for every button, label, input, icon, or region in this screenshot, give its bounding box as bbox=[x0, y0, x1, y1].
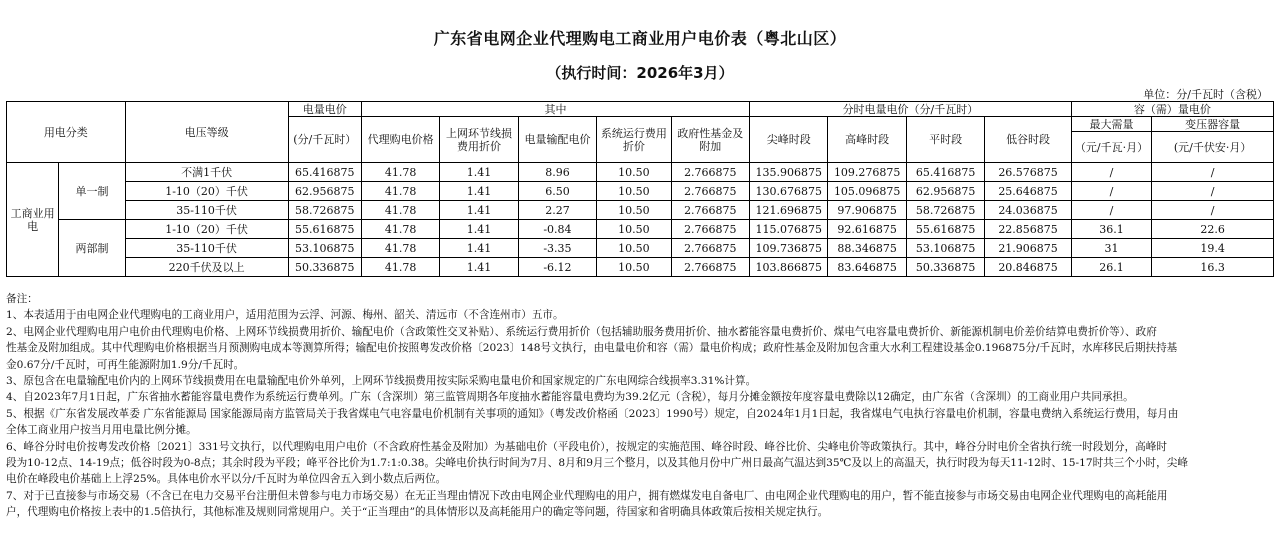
cell-sharp: 115.076875 bbox=[750, 220, 828, 239]
cell-peak: 97.906875 bbox=[828, 201, 906, 220]
note-line: 6、峰谷分时电价按粤发改价格〔2021〕331号文执行，以代理购电用户电价（不含政府性基金及附加）为基础电价（平段电价），按规定的实施范围、峰谷时段、峰谷比价、尖峰电价等政策执行。其中，峰谷分时电价全省执行统一时段划分，高峰时 bbox=[6, 440, 1167, 453]
header-transmission: 电量输配电价 bbox=[518, 117, 596, 163]
cell-energy: 58.726875 bbox=[288, 201, 361, 220]
single-system-label: 单一制 bbox=[59, 163, 125, 220]
header-proxy-price: 代理购电价格 bbox=[361, 117, 439, 163]
cell-system: 10.50 bbox=[597, 220, 671, 239]
notes bbox=[6, 291, 1274, 521]
cell-demand: 31 bbox=[1071, 239, 1151, 258]
note-line: 2、电网企业代理购电用户电价由代理购电价格、上网环节线损费用折价、输配电价（含政策性交叉补贴）、系统运行费用折价（包括辅助服务费用折价、抽水蓄能容量电费折价、煤电气电容量电费折价、新能源机制电价差价结算电费折价等）、政府 bbox=[6, 325, 1157, 338]
note-line: 全体工商业用户按当月用电量比例分摊。 bbox=[6, 424, 197, 437]
cell-valley: 22.856875 bbox=[985, 220, 1072, 239]
cell-energy: 65.416875 bbox=[288, 163, 361, 182]
header-transformer-unit: (元/千伏安·月） bbox=[1152, 132, 1274, 163]
cell-transmission: 8.96 bbox=[518, 163, 596, 182]
note-line: 性基金及附加组成。其中代理购电价格根据当月预测购电成本等测算所得；输配电价按照粤发改价格〔2023〕148号文执行，由电量电价和容（需）量电价构成；政府性基金及附加包含重大水利工程建设基金0.196875分/千瓦时，水库移民后期扶持基 bbox=[6, 342, 1178, 355]
cell-sharp: 135.906875 bbox=[750, 163, 828, 182]
cell-demand: / bbox=[1071, 182, 1151, 201]
cell-transformer: 19.4 bbox=[1152, 239, 1274, 258]
cell-valley: 21.906875 bbox=[985, 239, 1072, 258]
header-tou: 分时电量电价（分/千瓦时） bbox=[750, 102, 1072, 117]
note-line: 5、根据《广东省发展改革委 广东省能源局 国家能源局南方监管局关于我省煤电气电容量电价机制有关事项的通知》（粤发改价格函〔2023〕1990号）规定，自2024年1月1日起，我省煤电气电执行容量电价机制，容量电费纳入系统运行费用，每月由 bbox=[6, 407, 1179, 420]
note-line: 7、对于已直接参与市场交易（不含已在电力交易平台注册但未曾参与电力市场交易）在无正当理由情况下改由电网企业代理购电的用户，拥有燃煤发电自备电厂、由电网企业代理购电的用户，暂不能直接参与市场交易由电网企业代理购电的高耗能用 bbox=[6, 489, 1168, 502]
cell-flat: 53.106875 bbox=[906, 239, 984, 258]
cell-transmission: -0.84 bbox=[518, 220, 596, 239]
cell-transmission: 6.50 bbox=[518, 182, 596, 201]
header-energy-price-unit: (分/千瓦时） bbox=[288, 117, 361, 163]
cell-transmission: -3.35 bbox=[518, 239, 596, 258]
cell-demand: 26.1 bbox=[1071, 258, 1151, 277]
cell-gov: 2.766875 bbox=[671, 220, 749, 239]
header-grid-loss: 上网环节线损费用折价 bbox=[440, 117, 518, 163]
table-row bbox=[7, 258, 1274, 277]
header-max-demand-unit: （元/千瓦·月） bbox=[1071, 132, 1151, 163]
cell-flat: 58.726875 bbox=[906, 201, 984, 220]
table-row bbox=[7, 201, 1274, 220]
cell-proxy: 41.78 bbox=[361, 258, 439, 277]
header-row-1 bbox=[7, 102, 1274, 117]
cell-system: 10.50 bbox=[597, 182, 671, 201]
header-flat: 平时段 bbox=[906, 117, 984, 163]
cell-sharp: 130.676875 bbox=[750, 182, 828, 201]
cell-valley: 25.646875 bbox=[985, 182, 1072, 201]
cell-energy: 50.336875 bbox=[288, 258, 361, 277]
cell-voltage: 35-110千伏 bbox=[125, 201, 288, 220]
cell-system: 10.50 bbox=[597, 201, 671, 220]
cell-valley: 24.036875 bbox=[985, 201, 1072, 220]
header-gov-fund: 政府性基金及附加 bbox=[671, 117, 749, 163]
table-row bbox=[7, 163, 1274, 182]
cell-voltage: 1-10（20）千伏 bbox=[125, 182, 288, 201]
page-title: 广东省电网企业代理购电工商业用户电价表（粤北山区） bbox=[433, 29, 847, 48]
cell-transformer: / bbox=[1152, 201, 1274, 220]
cell-demand: 36.1 bbox=[1071, 220, 1151, 239]
cell-gov: 2.766875 bbox=[671, 258, 749, 277]
cell-transformer: / bbox=[1152, 182, 1274, 201]
note-line: 段为10-12点、14-19点；低谷时段为0-8点；其余时段为平段；峰平谷比价为1.7:1:0.38。尖峰电价执行时间为7月、8月和9月三个整月，以及其他月份中广州日最高气温达到35℃及以上的高温天，执行时段为每天11-12时、15-17时共三个小时，尖峰 bbox=[6, 457, 1188, 470]
cell-voltage: 不满1千伏 bbox=[125, 163, 288, 182]
cell-proxy: 41.78 bbox=[361, 163, 439, 182]
group-label: 工商业用电 bbox=[7, 163, 59, 277]
header-max-demand: 最大需量 bbox=[1071, 117, 1151, 132]
cell-flat: 65.416875 bbox=[906, 163, 984, 182]
cell-peak: 105.096875 bbox=[828, 182, 906, 201]
cell-transmission: 2.27 bbox=[518, 201, 596, 220]
cell-proxy: 41.78 bbox=[361, 239, 439, 258]
header-peak: 高峰时段 bbox=[828, 117, 906, 163]
cell-system: 10.50 bbox=[597, 239, 671, 258]
table-row bbox=[7, 239, 1274, 258]
header-peak-sharp: 尖峰时段 bbox=[750, 117, 828, 163]
note-line: 户，代理购电价格按上表中的1.5倍执行，其他标准及规则同常规用户。关于“正当理由”的具体情形以及高耗能用户的确定等问题，待国家和省明确具体政策后按相关规定执行。 bbox=[6, 506, 829, 519]
header-valley: 低谷时段 bbox=[985, 117, 1072, 163]
cell-loss: 1.41 bbox=[440, 163, 518, 182]
cell-system: 10.50 bbox=[597, 163, 671, 182]
cell-demand: / bbox=[1071, 201, 1151, 220]
cell-valley: 20.846875 bbox=[985, 258, 1072, 277]
note-line: 1、本表适用于由电网企业代理购电的工商业用户，适用范围为云浮、河源、梅州、韶关、清远市（不含连州市）五市。 bbox=[6, 309, 564, 322]
header-among: 其中 bbox=[361, 102, 749, 117]
unit-label: 单位：分/千瓦时（含税） bbox=[1143, 88, 1268, 101]
cell-sharp: 121.696875 bbox=[750, 201, 828, 220]
note-line: 3、原包含在电量输配电价内的上网环节线损费用在电量输配电价外单列，上网环节线损费用按实际采购电量电价和国家规定的广东电网综合线损率3.31%计算。 bbox=[6, 375, 757, 388]
cell-gov: 2.766875 bbox=[671, 182, 749, 201]
header-transformer: 变压器容量 bbox=[1152, 117, 1274, 132]
cell-voltage: 220千伏及以上 bbox=[125, 258, 288, 277]
cell-loss: 1.41 bbox=[440, 182, 518, 201]
cell-peak: 92.616875 bbox=[828, 220, 906, 239]
cell-gov: 2.766875 bbox=[671, 201, 749, 220]
cell-loss: 1.41 bbox=[440, 239, 518, 258]
cell-transmission: -6.12 bbox=[518, 258, 596, 277]
cell-sharp: 103.866875 bbox=[750, 258, 828, 277]
note-line: 金0.67分/千瓦时，可再生能源附加1.9分/千瓦时。 bbox=[6, 358, 245, 371]
header-energy-price: 电量电价 bbox=[288, 102, 361, 117]
price-table bbox=[6, 101, 1274, 277]
cell-energy: 62.956875 bbox=[288, 182, 361, 201]
header-category: 用电分类 bbox=[7, 102, 126, 163]
cell-peak: 88.346875 bbox=[828, 239, 906, 258]
cell-gov: 2.766875 bbox=[671, 239, 749, 258]
header-system-cost: 系统运行费用折价 bbox=[597, 117, 671, 163]
cell-transformer: 22.6 bbox=[1152, 220, 1274, 239]
cell-system: 10.50 bbox=[597, 258, 671, 277]
cell-valley: 26.576875 bbox=[985, 163, 1072, 182]
cell-proxy: 41.78 bbox=[361, 201, 439, 220]
two-part-label: 两部制 bbox=[59, 220, 125, 277]
page-subtitle: （执行时间：2026年3月） bbox=[546, 64, 734, 82]
cell-loss: 1.41 bbox=[440, 201, 518, 220]
cell-flat: 62.956875 bbox=[906, 182, 984, 201]
cell-proxy: 41.78 bbox=[361, 182, 439, 201]
cell-loss: 1.41 bbox=[440, 258, 518, 277]
cell-proxy: 41.78 bbox=[361, 220, 439, 239]
cell-transformer: / bbox=[1152, 163, 1274, 182]
cell-flat: 55.616875 bbox=[906, 220, 984, 239]
cell-transformer: 16.3 bbox=[1152, 258, 1274, 277]
note-line: 电价在峰段电价基础上上浮25%。具体电价水平以分/千瓦时为单位四舍五入到小数点后两位。 bbox=[6, 473, 447, 486]
cell-peak: 109.276875 bbox=[828, 163, 906, 182]
note-line: 4、自2023年7月1日起，广东省抽水蓄能容量电费作为系统运行费单列。广东（含深圳）第三监管周期各年度抽水蓄能容量电费均为39.2亿元（含税），每月分摊金额按年度容量电费除以12确定，由广东省（含深圳）的工商业用户共同承担。 bbox=[6, 391, 1134, 404]
cell-energy: 53.106875 bbox=[288, 239, 361, 258]
cell-flat: 50.336875 bbox=[906, 258, 984, 277]
cell-demand: / bbox=[1071, 163, 1151, 182]
cell-energy: 55.616875 bbox=[288, 220, 361, 239]
header-capacity: 容（需）量电价 bbox=[1071, 102, 1273, 117]
header-voltage: 电压等级 bbox=[125, 102, 288, 163]
cell-sharp: 109.736875 bbox=[750, 239, 828, 258]
cell-voltage: 1-10（20）千伏 bbox=[125, 220, 288, 239]
cell-voltage: 35-110千伏 bbox=[125, 239, 288, 258]
cell-loss: 1.41 bbox=[440, 220, 518, 239]
cell-peak: 83.646875 bbox=[828, 258, 906, 277]
table-row bbox=[7, 220, 1274, 239]
table-row bbox=[7, 182, 1274, 201]
cell-gov: 2.766875 bbox=[671, 163, 749, 182]
notes-heading: 备注： bbox=[6, 293, 38, 305]
